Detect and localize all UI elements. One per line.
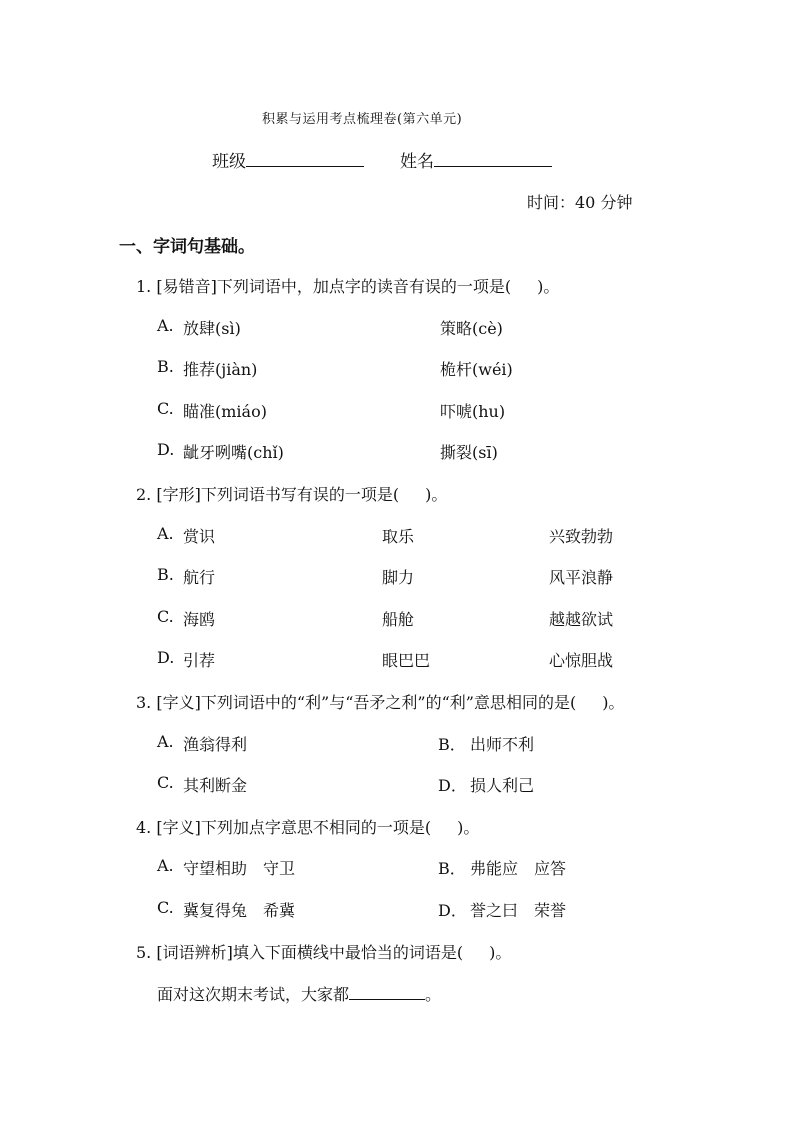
question-number: 4. [136,818,152,837]
option-text: 赏识 [183,527,216,546]
option-text: 眼巴巴 [382,651,431,670]
question-4 [136,815,479,838]
option-text: 守望相助 守卫 [183,859,296,878]
question-stem: 填入下面横线中最恰当的词语是( [232,943,464,962]
option-text: 渔翁得利 [183,735,248,754]
question-number: 1. [136,277,152,296]
page-title: 积累与运用考点梳理卷(第六单元) [262,112,463,127]
sentence-blank[interactable] [349,983,425,1000]
option-letter: D. [157,648,175,667]
question-stem: 下列词语中，加点字的读音有误的一项是( [216,277,512,296]
question-stem: 下列词语中的“利”与“吾矛之利”的“利”意思相同的是( [200,693,577,712]
section-heading: 一、字词句基础。 [119,237,255,257]
question-number: 5. [136,943,152,962]
option-letter: C. [157,607,174,626]
question-number: 3. [136,693,152,712]
option-letter: B. [157,565,174,584]
question-tag: [字形] [156,485,201,504]
option-text: 越越欲试 [549,610,614,629]
sentence-start: 面对这次期末考试，大家都 [157,985,350,1004]
name-label: 姓名 [400,152,434,172]
option-letter: C. [157,898,174,917]
option-text: 航行 [183,568,216,587]
fill-sentence [157,982,441,1005]
question-end: )。 [457,818,480,837]
sentence-end: 。 [425,985,442,1004]
option-text: 出师不利 [470,735,535,754]
class-label: 班级 [212,152,246,172]
option-text: 弗能应 应答 [470,859,567,878]
option-letter: B． [438,859,466,878]
name-blank[interactable] [434,150,552,167]
option-text: 兴致勃勃 [549,527,614,546]
question-stem: 下列加点字意思不相同的一项是( [200,818,432,837]
question-3 [136,690,624,713]
class-blank[interactable] [246,150,364,167]
question-tag: [字义] [156,818,201,837]
question-tag: [易错音] [156,277,217,296]
option-letter: B. [157,357,174,376]
option-text: 取乐 [382,527,415,546]
name-field [400,147,552,172]
option-text: 龇牙咧嘴(chǐ) [183,443,284,462]
option-letter: D． [438,901,467,920]
option-text: 其利断金 [183,776,248,795]
option-letter: A. [157,856,174,875]
option-text: 海鸥 [183,610,216,629]
question-1 [136,274,559,297]
option-letter: D． [438,776,467,795]
option-text: 脚力 [382,568,415,587]
option-text: 引荐 [183,651,216,670]
time-limit: 时间：40 分钟 [527,193,633,212]
option-letter: C. [157,399,174,418]
question-tag: [字义] [156,693,201,712]
option-text: 策略(cè) [440,319,503,338]
option-text: 推荐(jiàn) [183,360,258,379]
option-text: 瞄准(miáo) [183,402,267,421]
option-text: 撕裂(sī) [440,443,498,462]
question-5 [136,940,511,963]
question-end: )。 [537,277,560,296]
option-text: 心惊胆战 [549,651,614,670]
option-text: 损人利己 [470,776,535,795]
option-letter: A. [157,732,174,751]
question-end: )。 [425,485,448,504]
question-tag: [词语辨析] [156,943,233,962]
option-letter: A. [157,316,174,335]
question-stem: 下列词语书写有误的一项是( [200,485,400,504]
option-text: 桅杆(wéi) [440,360,513,379]
option-letter: D. [157,440,175,459]
option-text: 冀复得兔 希冀 [183,901,296,920]
option-letter: C. [157,773,174,792]
question-end: )。 [489,943,512,962]
option-text: 船舱 [382,610,415,629]
option-letter: B． [438,735,466,754]
question-2 [136,482,447,505]
question-end: )。 [602,693,625,712]
question-number: 2. [136,485,152,504]
option-text: 吓唬(hu) [440,402,506,421]
option-text: 誉之曰 荣誉 [470,901,567,920]
option-text: 风平浪静 [549,568,614,587]
class-field [212,147,364,172]
option-text: 放肆(sì) [183,319,241,338]
option-letter: A. [157,524,174,543]
